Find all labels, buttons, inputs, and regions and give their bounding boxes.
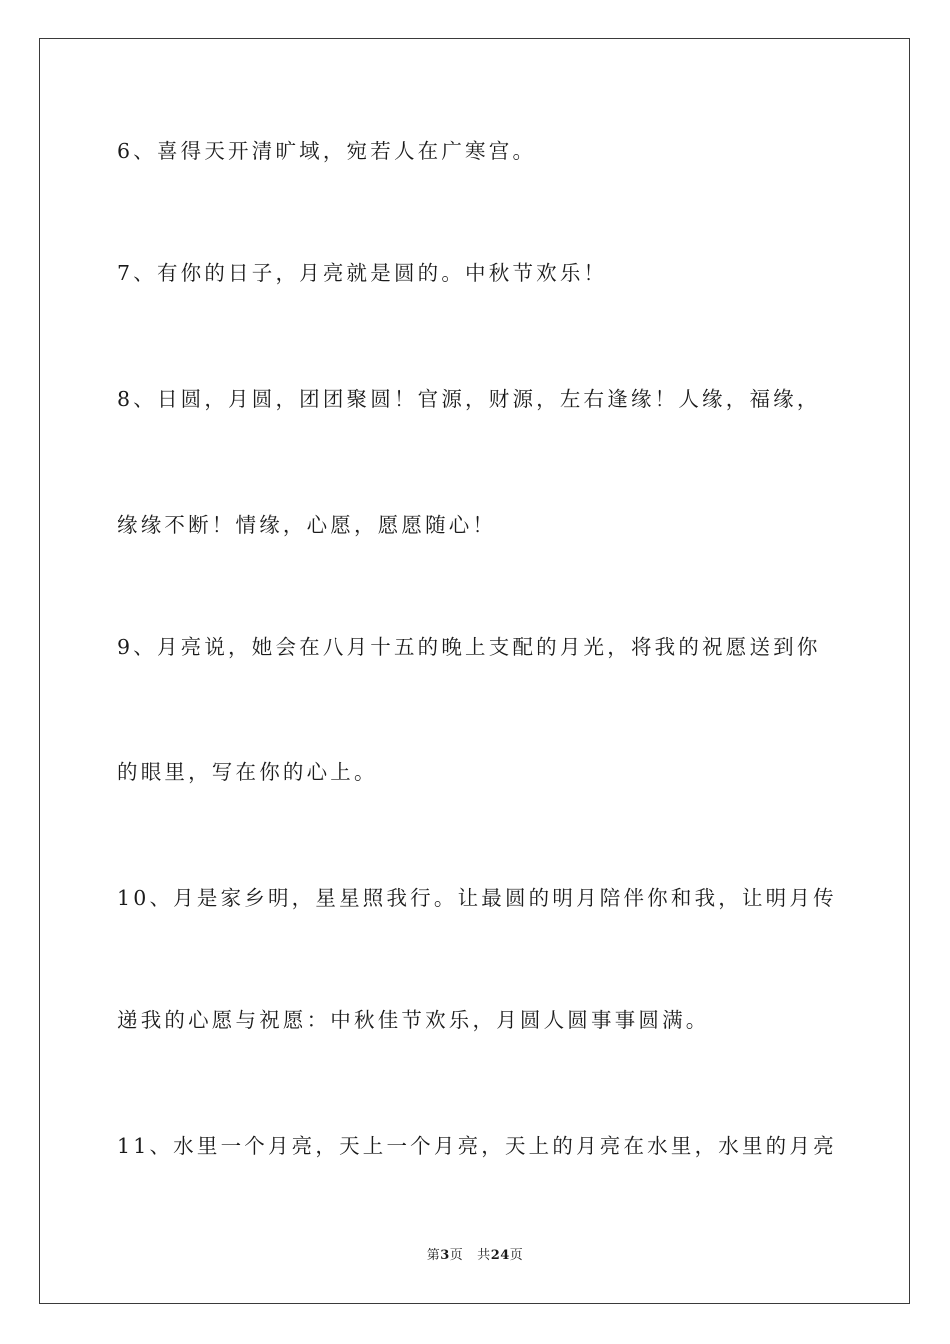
text-line: 6、喜得天开清旷域，宛若人在广寒宫。 (117, 139, 537, 163)
total-prefix: 共 (477, 1248, 491, 1263)
total-pages-number: 24 (490, 1248, 510, 1263)
page-footer (0, 1247, 950, 1265)
text-line: 9、月亮说，她会在八月十五的晚上支配的月光，将我的祝愿送到你 (117, 635, 821, 659)
text-line: 11、水里一个月亮，天上一个月亮，天上的月亮在水里，水里的月亮 (117, 1134, 837, 1158)
text-line: 递我的心愿与祝愿：中秋佳节欢乐，月圆人圆事事圆满。 (117, 1008, 710, 1032)
total-suffix: 页 (509, 1248, 524, 1263)
page-suffix: 页 (449, 1248, 464, 1263)
text-line: 8、日圆，月圆，团团聚圆！官源，财源，左右逢缘！人缘，福缘， (117, 387, 821, 411)
text-line: 的眼里，写在你的心上。 (117, 760, 378, 784)
text-line: 缘缘不断！情缘，心愿，愿愿随心！ (117, 513, 497, 537)
text-line: 7、有你的日子，月亮就是圆的。中秋节欢乐！ (117, 261, 608, 285)
current-page-number: 3 (440, 1248, 450, 1263)
page-border (39, 38, 910, 1304)
text-line: 10、月是家乡明，星星照我行。让最圆的明月陪伴你和我，让明月传 (117, 886, 837, 910)
page-prefix: 第 (426, 1248, 441, 1263)
